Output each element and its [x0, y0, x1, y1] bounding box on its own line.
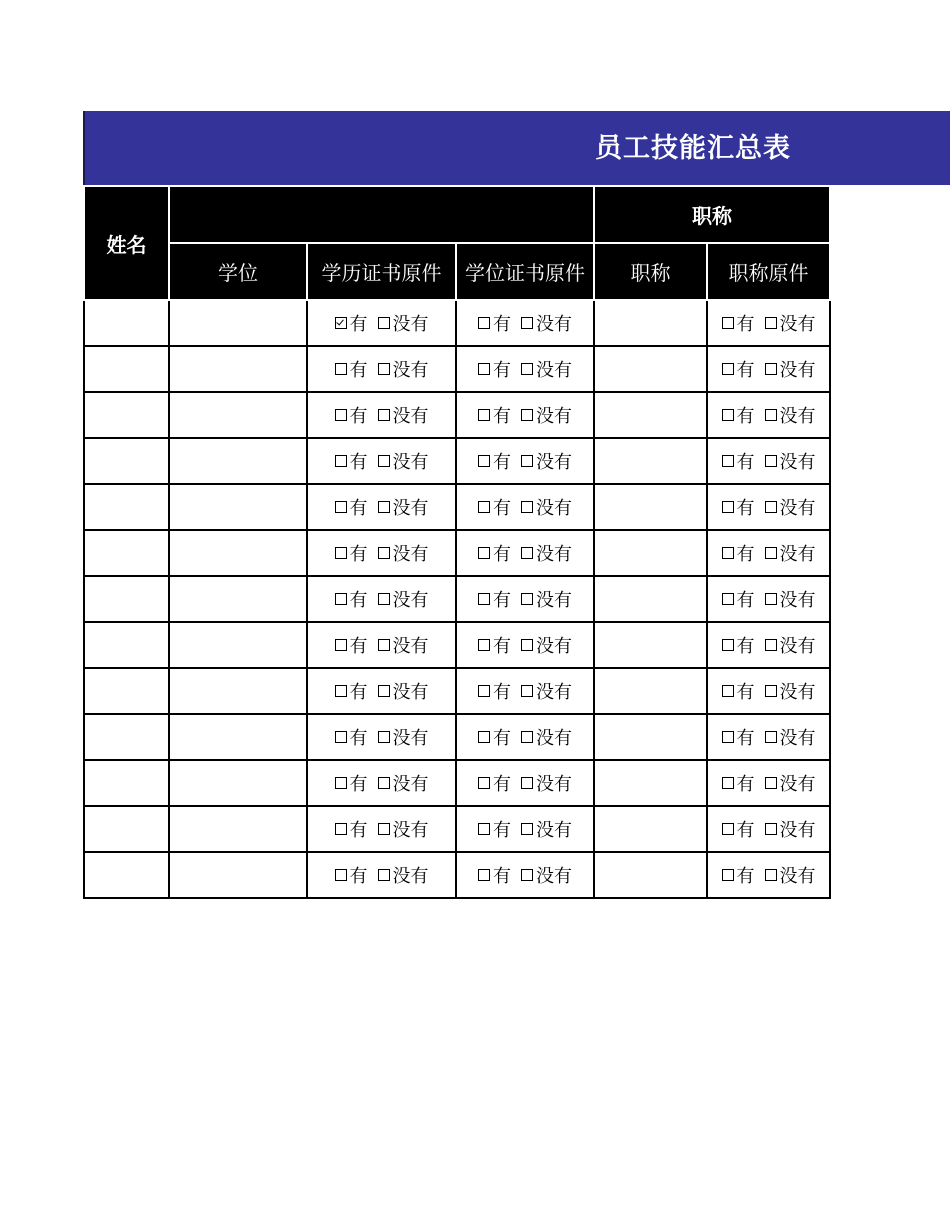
- diploma-cell: [307, 300, 456, 346]
- checkbox-icon[interactable]: [478, 731, 490, 743]
- degree-cert-no-option[interactable]: 没有: [521, 632, 572, 658]
- title-cert-yes-option[interactable]: 有: [722, 540, 755, 566]
- checkbox-icon[interactable]: [765, 823, 777, 835]
- title-cert-cell: [707, 484, 830, 530]
- title-cell[interactable]: [594, 346, 707, 392]
- degree-cert-yes-option[interactable]: 有: [478, 494, 511, 520]
- name-cell[interactable]: [84, 622, 169, 668]
- checkbox-icon[interactable]: [722, 639, 734, 651]
- checkbox-icon[interactable]: [521, 731, 533, 743]
- title-cert-no-option[interactable]: 没有: [765, 770, 816, 796]
- title-cert-yes-option[interactable]: 有: [722, 678, 755, 704]
- title-bar: [83, 111, 950, 185]
- checkbox-icon[interactable]: [765, 777, 777, 789]
- degree-cert-yes-option[interactable]: 有: [478, 402, 511, 428]
- degree-cell[interactable]: [169, 852, 307, 898]
- diploma-cell: [307, 438, 456, 484]
- checkbox-icon[interactable]: [765, 501, 777, 513]
- degree-cert-no-option[interactable]: 没有: [521, 402, 572, 428]
- diploma-cell: [307, 852, 456, 898]
- diploma-no-option[interactable]: 没有: [378, 862, 429, 888]
- checkbox-icon[interactable]: [378, 409, 390, 421]
- header-title-cert-original: 职称原件: [707, 243, 830, 300]
- diploma-cell: [307, 392, 456, 438]
- checkbox-icon[interactable]: [335, 409, 347, 421]
- checkbox-icon[interactable]: [765, 685, 777, 697]
- table-row: [84, 852, 830, 898]
- header-degree: 学位: [169, 243, 307, 300]
- degree-cell[interactable]: [169, 300, 307, 346]
- diploma-yes-option[interactable]: 有: [335, 310, 368, 336]
- diploma-no-option[interactable]: 没有: [378, 494, 429, 520]
- title-cell[interactable]: [594, 668, 707, 714]
- title-cert-cell: [707, 806, 830, 852]
- table-row: [84, 346, 830, 392]
- table-row: [84, 760, 830, 806]
- checkbox-icon[interactable]: [722, 455, 734, 467]
- title-cert-yes-option[interactable]: 有: [722, 448, 755, 474]
- checkbox-icon[interactable]: [765, 363, 777, 375]
- header-diploma-original: 学历证书原件: [307, 243, 456, 300]
- diploma-yes-option[interactable]: 有: [335, 540, 368, 566]
- diploma-yes-option[interactable]: 有: [335, 770, 368, 796]
- diploma-yes-option[interactable]: 有: [335, 402, 368, 428]
- diploma-no-option[interactable]: 没有: [378, 402, 429, 428]
- checkbox-icon[interactable]: [722, 869, 734, 881]
- degree-cert-no-option[interactable]: 没有: [521, 862, 572, 888]
- checkbox-icon[interactable]: [378, 731, 390, 743]
- checkbox-icon[interactable]: [335, 455, 347, 467]
- header-title: 职称: [594, 243, 707, 300]
- degree-cert-cell: [456, 438, 594, 484]
- degree-cell[interactable]: [169, 576, 307, 622]
- name-cell[interactable]: [84, 300, 169, 346]
- table-row: [84, 530, 830, 576]
- checkbox-icon[interactable]: [478, 317, 490, 329]
- diploma-no-option[interactable]: 没有: [378, 310, 429, 336]
- diploma-yes-option[interactable]: 有: [335, 448, 368, 474]
- degree-cert-cell: [456, 300, 594, 346]
- title-cert-cell: [707, 714, 830, 760]
- title-cert-cell: [707, 346, 830, 392]
- checkbox-icon[interactable]: [335, 685, 347, 697]
- title-cert-yes-option[interactable]: 有: [722, 356, 755, 382]
- title-cell[interactable]: [594, 714, 707, 760]
- diploma-no-option[interactable]: 没有: [378, 540, 429, 566]
- checkbox-icon[interactable]: [722, 501, 734, 513]
- name-cell[interactable]: [84, 852, 169, 898]
- checkbox-icon[interactable]: [521, 593, 533, 605]
- degree-cell[interactable]: [169, 484, 307, 530]
- degree-cell[interactable]: [169, 668, 307, 714]
- degree-cert-no-option[interactable]: 没有: [521, 816, 572, 842]
- degree-cert-no-option[interactable]: 没有: [521, 724, 572, 750]
- title-cert-yes-option[interactable]: 有: [722, 586, 755, 612]
- diploma-no-option[interactable]: 没有: [378, 724, 429, 750]
- degree-cert-no-option[interactable]: 没有: [521, 356, 572, 382]
- degree-cell[interactable]: [169, 622, 307, 668]
- header-degree-cert-original: 学位证书原件: [456, 243, 594, 300]
- degree-cert-no-option[interactable]: 没有: [521, 448, 572, 474]
- degree-cert-yes-option[interactable]: 有: [478, 770, 511, 796]
- checkbox-icon[interactable]: [478, 639, 490, 651]
- degree-cert-cell: [456, 760, 594, 806]
- title-cell[interactable]: [594, 806, 707, 852]
- title-cert-yes-option[interactable]: 有: [722, 816, 755, 842]
- checkbox-icon[interactable]: [521, 317, 533, 329]
- degree-cell[interactable]: [169, 760, 307, 806]
- page-title: 员工技能汇总表: [595, 133, 791, 164]
- title-cell[interactable]: [594, 530, 707, 576]
- checkbox-icon[interactable]: [765, 731, 777, 743]
- header-group-education: [169, 186, 594, 243]
- degree-cert-yes-option[interactable]: 有: [478, 448, 511, 474]
- title-cert-no-option[interactable]: 没有: [765, 632, 816, 658]
- title-cert-no-option[interactable]: 没有: [765, 816, 816, 842]
- degree-cert-yes-option[interactable]: 有: [478, 586, 511, 612]
- checkbox-icon[interactable]: [722, 823, 734, 835]
- checkbox-icon[interactable]: [521, 455, 533, 467]
- diploma-cell: [307, 806, 456, 852]
- diploma-yes-option[interactable]: 有: [335, 862, 368, 888]
- checkbox-icon[interactable]: [765, 639, 777, 651]
- checkbox-icon[interactable]: [521, 685, 533, 697]
- checkbox-icon[interactable]: [521, 547, 533, 559]
- title-cert-no-option[interactable]: 没有: [765, 356, 816, 382]
- title-cell[interactable]: [594, 622, 707, 668]
- table-row: [84, 622, 830, 668]
- degree-cert-yes-option[interactable]: 有: [478, 356, 511, 382]
- table-row: [84, 714, 830, 760]
- checkbox-icon[interactable]: [521, 823, 533, 835]
- checkbox-icon[interactable]: [378, 869, 390, 881]
- checkbox-icon[interactable]: [722, 685, 734, 697]
- diploma-yes-option[interactable]: 有: [335, 678, 368, 704]
- degree-cert-cell: [456, 530, 594, 576]
- degree-cell[interactable]: [169, 530, 307, 576]
- name-cell[interactable]: [84, 392, 169, 438]
- title-cert-no-option[interactable]: 没有: [765, 494, 816, 520]
- checkbox-icon[interactable]: [722, 409, 734, 421]
- checkbox-icon[interactable]: [478, 363, 490, 375]
- degree-cert-yes-option[interactable]: 有: [478, 678, 511, 704]
- table-row: [84, 576, 830, 622]
- name-cell[interactable]: [84, 668, 169, 714]
- degree-cell[interactable]: [169, 346, 307, 392]
- table-row: [84, 668, 830, 714]
- degree-cert-yes-option[interactable]: 有: [478, 862, 511, 888]
- title-cert-no-option[interactable]: 没有: [765, 540, 816, 566]
- degree-cert-yes-option[interactable]: 有: [478, 724, 511, 750]
- degree-cert-cell: [456, 346, 594, 392]
- title-cert-cell: [707, 668, 830, 714]
- title-cert-cell: [707, 392, 830, 438]
- checkbox-icon[interactable]: [478, 501, 490, 513]
- checkbox-icon[interactable]: [378, 777, 390, 789]
- degree-cert-cell: [456, 806, 594, 852]
- diploma-yes-option[interactable]: 有: [335, 724, 368, 750]
- title-cert-no-option[interactable]: 没有: [765, 862, 816, 888]
- name-cell[interactable]: [84, 484, 169, 530]
- checkbox-icon[interactable]: [478, 823, 490, 835]
- title-cert-no-option[interactable]: 没有: [765, 678, 816, 704]
- diploma-yes-option[interactable]: 有: [335, 816, 368, 842]
- degree-cell[interactable]: [169, 806, 307, 852]
- diploma-no-option[interactable]: 没有: [378, 586, 429, 612]
- diploma-yes-option[interactable]: 有: [335, 356, 368, 382]
- title-cert-yes-option[interactable]: 有: [722, 310, 755, 336]
- degree-cert-cell: [456, 668, 594, 714]
- checkbox-icon[interactable]: [335, 363, 347, 375]
- title-cert-cell: [707, 760, 830, 806]
- checkbox-icon[interactable]: [765, 409, 777, 421]
- degree-cert-cell: [456, 852, 594, 898]
- checkbox-icon[interactable]: [722, 317, 734, 329]
- checkbox-icon[interactable]: [335, 869, 347, 881]
- checkbox-icon[interactable]: [521, 363, 533, 375]
- checkbox-icon[interactable]: [335, 317, 347, 329]
- checkbox-icon[interactable]: [335, 777, 347, 789]
- degree-cert-cell: [456, 714, 594, 760]
- diploma-cell: [307, 760, 456, 806]
- diploma-no-option[interactable]: 没有: [378, 356, 429, 382]
- checkbox-icon[interactable]: [378, 455, 390, 467]
- checkbox-icon[interactable]: [378, 593, 390, 605]
- title-cert-yes-option[interactable]: 有: [722, 724, 755, 750]
- diploma-cell: [307, 346, 456, 392]
- checkbox-icon[interactable]: [378, 823, 390, 835]
- degree-cell[interactable]: [169, 392, 307, 438]
- degree-cert-yes-option[interactable]: 有: [478, 540, 511, 566]
- degree-cert-no-option[interactable]: 没有: [521, 310, 572, 336]
- checkbox-icon[interactable]: [722, 731, 734, 743]
- title-cell[interactable]: [594, 300, 707, 346]
- title-cert-no-option[interactable]: 没有: [765, 310, 816, 336]
- diploma-cell: [307, 622, 456, 668]
- degree-cert-no-option[interactable]: 没有: [521, 678, 572, 704]
- title-cert-cell: [707, 438, 830, 484]
- checkbox-icon[interactable]: [765, 317, 777, 329]
- checkbox-icon[interactable]: [335, 731, 347, 743]
- diploma-cell: [307, 484, 456, 530]
- table-row: [84, 392, 830, 438]
- title-cell[interactable]: [594, 576, 707, 622]
- title-cell[interactable]: [594, 484, 707, 530]
- checkbox-icon[interactable]: [378, 547, 390, 559]
- checkbox-icon[interactable]: [478, 869, 490, 881]
- title-cert-yes-option[interactable]: 有: [722, 494, 755, 520]
- name-cell[interactable]: [84, 806, 169, 852]
- title-cert-no-option[interactable]: 没有: [765, 586, 816, 612]
- diploma-yes-option[interactable]: 有: [335, 494, 368, 520]
- title-cert-yes-option[interactable]: 有: [722, 632, 755, 658]
- name-cell[interactable]: [84, 438, 169, 484]
- checkbox-icon[interactable]: [765, 455, 777, 467]
- degree-cert-cell: [456, 484, 594, 530]
- checkbox-icon[interactable]: [335, 639, 347, 651]
- skills-table: [83, 185, 831, 899]
- checkbox-icon[interactable]: [335, 593, 347, 605]
- checkbox-icon[interactable]: [478, 455, 490, 467]
- diploma-yes-option[interactable]: 有: [335, 632, 368, 658]
- checkbox-icon[interactable]: [521, 409, 533, 421]
- title-cert-cell: [707, 530, 830, 576]
- checkbox-icon[interactable]: [765, 547, 777, 559]
- degree-cert-cell: [456, 622, 594, 668]
- degree-cert-yes-option[interactable]: 有: [478, 632, 511, 658]
- checkbox-icon[interactable]: [478, 547, 490, 559]
- name-cell[interactable]: [84, 714, 169, 760]
- title-cert-no-option[interactable]: 没有: [765, 448, 816, 474]
- title-cert-cell: [707, 576, 830, 622]
- title-bar-edge: [83, 111, 85, 185]
- checkbox-icon[interactable]: [378, 501, 390, 513]
- checkbox-icon[interactable]: [378, 317, 390, 329]
- checkbox-icon[interactable]: [335, 823, 347, 835]
- diploma-no-option[interactable]: 没有: [378, 678, 429, 704]
- diploma-cell: [307, 714, 456, 760]
- degree-cert-yes-option[interactable]: 有: [478, 816, 511, 842]
- checkbox-icon[interactable]: [722, 593, 734, 605]
- name-cell[interactable]: [84, 576, 169, 622]
- title-cell[interactable]: [594, 852, 707, 898]
- checkbox-icon[interactable]: [722, 363, 734, 375]
- table-row: [84, 484, 830, 530]
- checkbox-icon[interactable]: [335, 501, 347, 513]
- degree-cell[interactable]: [169, 438, 307, 484]
- checkbox-icon[interactable]: [765, 869, 777, 881]
- title-cell[interactable]: [594, 392, 707, 438]
- degree-cert-no-option[interactable]: 没有: [521, 770, 572, 796]
- checkbox-icon[interactable]: [335, 547, 347, 559]
- title-cert-cell: [707, 300, 830, 346]
- checkbox-icon[interactable]: [478, 593, 490, 605]
- header-group-title: 职称: [594, 186, 830, 243]
- checkbox-icon[interactable]: [765, 593, 777, 605]
- title-cert-no-option[interactable]: 没有: [765, 402, 816, 428]
- checkbox-icon[interactable]: [478, 777, 490, 789]
- name-cell[interactable]: [84, 530, 169, 576]
- checkbox-icon[interactable]: [722, 777, 734, 789]
- title-cert-cell: [707, 852, 830, 898]
- table-row: [84, 300, 830, 346]
- checkbox-icon[interactable]: [521, 501, 533, 513]
- table-row: [84, 438, 830, 484]
- checkbox-icon[interactable]: [521, 869, 533, 881]
- degree-cell[interactable]: [169, 714, 307, 760]
- title-cert-yes-option[interactable]: 有: [722, 402, 755, 428]
- table-row: [84, 806, 830, 852]
- degree-cert-no-option[interactable]: 没有: [521, 494, 572, 520]
- diploma-no-option[interactable]: 没有: [378, 816, 429, 842]
- degree-cert-cell: [456, 576, 594, 622]
- diploma-no-option[interactable]: 没有: [378, 448, 429, 474]
- diploma-yes-option[interactable]: 有: [335, 586, 368, 612]
- name-cell[interactable]: [84, 760, 169, 806]
- diploma-no-option[interactable]: 没有: [378, 632, 429, 658]
- title-cell[interactable]: [594, 760, 707, 806]
- checkbox-icon[interactable]: [478, 409, 490, 421]
- diploma-cell: [307, 668, 456, 714]
- title-cert-yes-option[interactable]: 有: [722, 770, 755, 796]
- title-cert-yes-option[interactable]: 有: [722, 862, 755, 888]
- checkbox-icon[interactable]: [722, 547, 734, 559]
- degree-cert-yes-option[interactable]: 有: [478, 310, 511, 336]
- title-cell[interactable]: [594, 438, 707, 484]
- degree-cert-cell: [456, 392, 594, 438]
- checkbox-icon[interactable]: [378, 685, 390, 697]
- checkbox-icon[interactable]: [521, 777, 533, 789]
- degree-cert-no-option[interactable]: 没有: [521, 586, 572, 612]
- diploma-no-option[interactable]: 没有: [378, 770, 429, 796]
- diploma-cell: [307, 576, 456, 622]
- title-cert-cell: [707, 622, 830, 668]
- name-cell[interactable]: [84, 346, 169, 392]
- checkbox-icon[interactable]: [521, 639, 533, 651]
- checkbox-icon[interactable]: [378, 363, 390, 375]
- header-name: 姓名: [84, 186, 169, 300]
- title-cert-no-option[interactable]: 没有: [765, 724, 816, 750]
- checkbox-icon[interactable]: [378, 639, 390, 651]
- diploma-cell: [307, 530, 456, 576]
- checkbox-icon[interactable]: [478, 685, 490, 697]
- degree-cert-no-option[interactable]: 没有: [521, 540, 572, 566]
